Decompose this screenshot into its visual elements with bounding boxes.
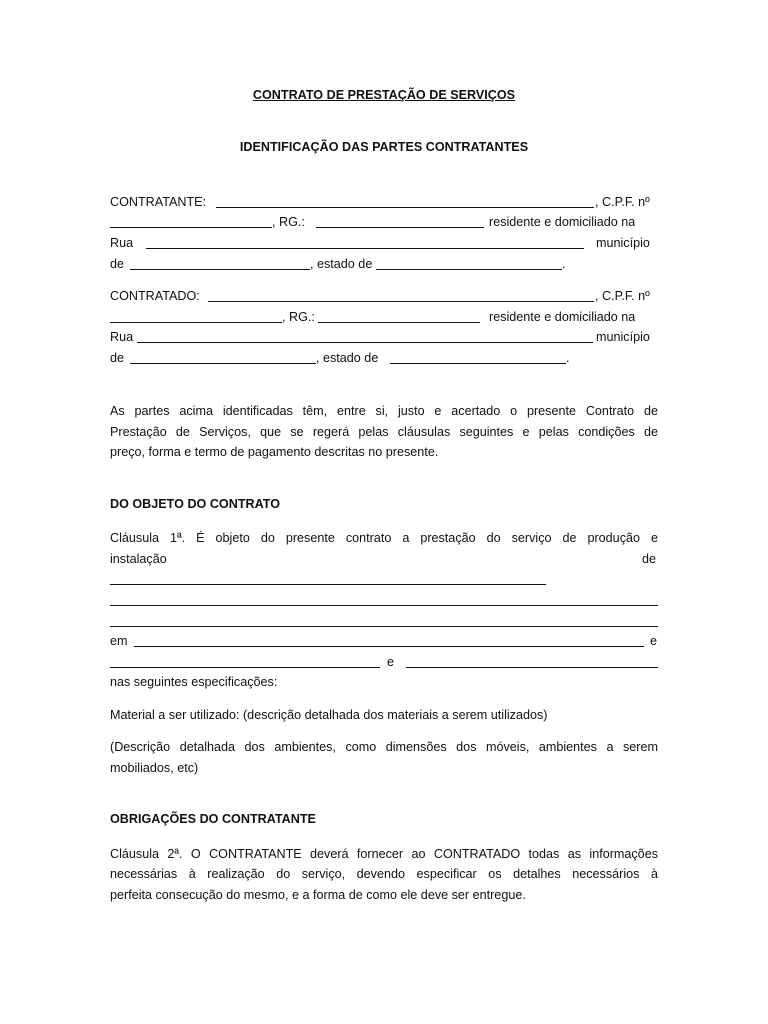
contratante-name-blank [216,193,594,208]
contratante-de-label: de [110,257,125,271]
specs-label: nas seguintes especificações: [110,675,278,689]
clause-2-line: necessárias à realização do serviço, devendo especificar os detalhes necessários à [110,867,658,881]
clause-1-line: Cláusula 1ª. É objeto do presente contrato a prestação do serviço de produção e [110,531,658,545]
contratado-rua-blank [137,328,593,343]
contratado-residente: residente e domiciliado na [489,310,636,324]
contratado-end: . [566,351,570,365]
contratado-cpf-label: , C.P.F. nº [595,289,650,303]
instalacao-de-label: de [642,552,657,566]
parties-heading: IDENTIFICAÇÃO DAS PARTES CONTRATANTES [239,140,529,154]
objeto-heading: DO OBJETO DO CONTRATO [110,497,281,511]
objeto-blank-3 [110,612,658,627]
contratante-end: . [562,257,566,271]
em-label: em [110,634,128,648]
obrigacoes-heading: OBRIGAÇÕES DO CONTRATANTE [110,812,316,826]
descricao-line: (Descrição detalhada dos ambientes, como dimensões dos móveis, ambientes a serem [110,740,658,754]
objeto-blank-2 [110,591,658,606]
contratado-label: CONTRATADO: [110,289,200,303]
contratante-cpf-label: , C.P.F. nº [595,195,650,209]
contratante-label: CONTRATANTE: [110,195,207,209]
local-blank-2 [406,653,658,668]
contratado-municipio-blank [130,349,316,364]
contratante-rua-label: Rua [110,236,134,250]
objeto-blank-1 [110,570,546,585]
contratado-estado-label: , estado de [316,351,379,365]
contratado-estado-blank [390,349,566,364]
contratante-rg-label: , RG.: [272,215,305,229]
local-e-label: e [387,655,395,669]
contratante-estado-blank [376,255,562,270]
clause-2-line: perfeita consecução do mesmo, e a forma de como ele deve ser entregue. [110,888,526,902]
contratado-cpf-blank [110,308,282,323]
contratante-municipio: município [596,236,650,250]
local-blank-1 [110,653,380,668]
contratado-de-label: de [110,351,125,365]
contratante-rua-blank [146,234,584,249]
contratado-name-blank [208,287,594,302]
contratado-rg-label: , RG.: [282,310,315,324]
contratante-rg-blank [316,213,484,228]
instalacao-label: instalação [110,552,167,566]
contratado-municipio: município [596,330,650,344]
contratante-residente: residente e domiciliado na [489,215,636,229]
contratante-municipio-blank [130,255,310,270]
contratado-rg-blank [318,308,480,323]
contratante-estado-label: , estado de [310,257,373,271]
em-e-label: e [650,634,658,648]
intro-line: Prestação de Serviços, que se regerá pelas cláusulas seguintes e pelas condições de [110,425,658,439]
em-blank [134,632,644,647]
clause-2-line: Cláusula 2ª. O CONTRATANTE deverá fornecer ao CONTRATADO todas as informações [110,847,658,861]
contract-title: CONTRATO DE PRESTAÇÃO DE SERVIÇOS [252,88,516,102]
intro-line: As partes acima identificadas têm, entre si, justo e acertado o presente Contrato de [110,404,658,418]
contratado-rua-label: Rua [110,330,134,344]
contratante-cpf-blank [110,213,272,228]
material-line: Material a ser utilizado: (descrição detalhada dos materiais a serem utilizados) [110,708,548,722]
intro-line: preço, forma e termo de pagamento descritas no presente. [110,445,439,459]
descricao-line: mobiliados, etc) [110,761,199,775]
